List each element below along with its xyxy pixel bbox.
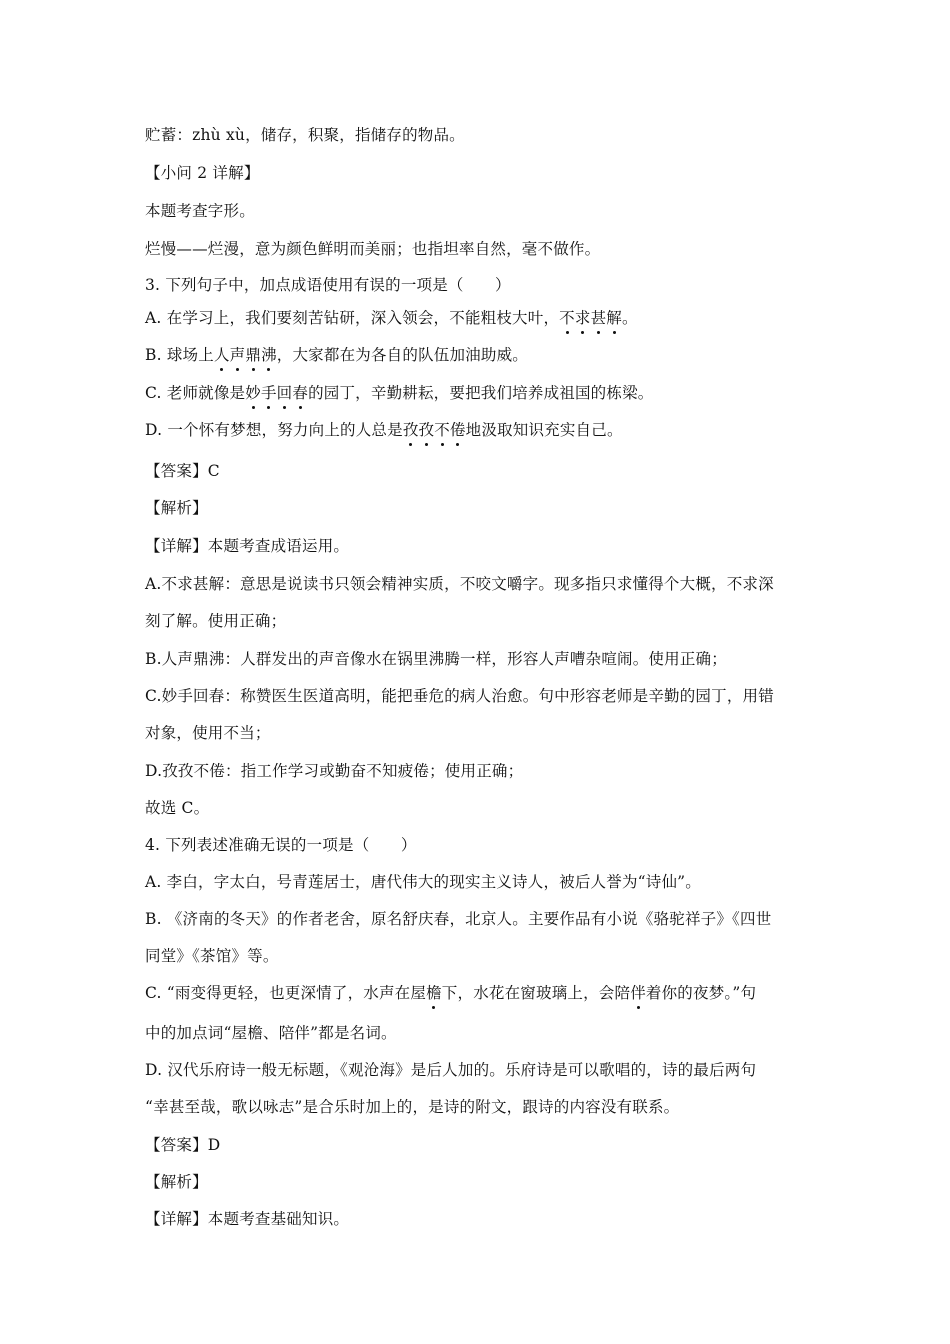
question-4-option-b: B. 《济南的冬天》的作者老舍，原名舒庆春，北京人。主要作品有小说《骆驼祥子》《四世 [145, 910, 772, 928]
dotted-char: 人 [213, 346, 230, 364]
text-line: 故选 C。 [145, 799, 210, 817]
dotted-char: 回 [276, 384, 293, 402]
question-4-option-a: A. 李白，字太白，号青莲居士，唐代伟大的现实主义诗人，被后人誉为“诗仙”。 [145, 873, 701, 891]
question-3-option-d [145, 419, 815, 441]
dotted-char: 伴 [630, 984, 646, 1002]
text-line: 刻了解。使用正确； [145, 612, 287, 630]
question-4-option-d: D. 汉代乐府诗一般无标题，《观沧海》是后人加的。乐府诗是可以歌唱的，诗的最后两句 [145, 1061, 757, 1079]
option-text: 下，水花在窗玻璃上，会陪 [441, 984, 631, 1002]
question-3-stem: 3. 下列句子中，加点成语使用有误的一项是（ ） [145, 276, 511, 294]
question-4-option-c [145, 982, 815, 1004]
text-line: 本题考查字形。 [145, 202, 255, 220]
option-text: C. 老师就像是 [145, 384, 246, 402]
analysis-label: 【解析】 [145, 1173, 208, 1191]
dotted-char: 妙 [245, 384, 261, 402]
text-line: 【详解】本题考查成语运用。 [145, 537, 350, 555]
dotted-char: 沸 [261, 346, 277, 364]
dotted-idiom [559, 309, 622, 327]
answer-label: 【答案】C [145, 462, 220, 480]
text-line: 【详解】本题考查基础知识。 [145, 1210, 350, 1228]
text-line: B.人声鼎沸：人群发出的声音像水在锅里沸腾一样，形容人声嘈杂喧闹。使用正确； [145, 650, 727, 668]
section-heading: 【小问 2 详解】 [145, 164, 260, 182]
dotted-char: 春 [292, 384, 309, 402]
option-text: 。 [621, 309, 638, 327]
dotted-char: 孜 [418, 421, 435, 439]
option-text: C. “雨变得更轻，也更深情了，水声在屋 [145, 984, 427, 1002]
text-line: 同堂》《茶馆》等。 [145, 947, 279, 965]
option-text: 地汲取知识充实自己。 [465, 421, 623, 439]
dotted-char: 倦 [449, 421, 466, 439]
dotted-idiom [214, 346, 277, 364]
text-line: C.妙手回春：称赞医生医道高明，能把垂危的病人治愈。句中形容老师是辛勤的园丁，用错 [145, 687, 774, 705]
text-line: A.不求甚解：意思是说读书只领会精神实质，不咬文嚼字。现多指只求懂得个大概，不求深 [145, 575, 774, 593]
dotted-char: 声 [229, 346, 246, 364]
dotted-char: 不 [559, 309, 575, 327]
option-text: ，大家都在为各自的队伍加油助威。 [276, 346, 528, 364]
text-line: 贮蓄：zhù xù，储存，积聚，指储存的物品。 [145, 126, 465, 144]
dotted-idiom [245, 384, 308, 402]
answer-label: 【答案】D [145, 1136, 221, 1154]
question-4-stem: 4. 下列表述准确无误的一项是（ ） [145, 836, 417, 854]
text-line: 烂慢——烂漫，意为颜色鲜明而美丽；也指坦率自然，毫不做作。 [145, 240, 601, 258]
dotted-char: 解 [606, 309, 622, 327]
text-line: 对象，使用不当； [145, 724, 271, 742]
dotted-char: 甚 [590, 309, 607, 327]
question-3-option-c [145, 382, 815, 404]
dotted-char: 求 [574, 309, 591, 327]
dotted-idiom [403, 421, 466, 439]
option-text: A. 在学习上，我们要刻苦钻研，深入领会，不能粗枝大叶， [145, 309, 560, 327]
text-line: 中的加点词“屋檐、陪伴”都是名词。 [145, 1024, 397, 1042]
dotted-char: 不 [434, 421, 450, 439]
dotted-char: 鼎 [245, 346, 262, 364]
text-line: “幸甚至哉，歌以咏志”是合乐时加上的，是诗的附文，跟诗的内容没有联系。 [145, 1098, 680, 1116]
question-3-option-a [145, 307, 815, 329]
analysis-label: 【解析】 [145, 499, 208, 517]
option-text: D. 一个怀有梦想，努力向上的人总是 [145, 421, 403, 439]
question-3-option-b [145, 344, 815, 366]
dotted-char: 孜 [402, 421, 419, 439]
dotted-char: 檐 [426, 984, 442, 1002]
option-text: 着你的夜梦。”句 [645, 984, 757, 1002]
option-text: B. 球场上 [145, 346, 214, 364]
text-line: D.孜孜不倦：指工作学习或勤奋不知疲倦；使用正确； [145, 762, 524, 780]
dotted-char: 手 [260, 384, 277, 402]
option-text: 的园丁，辛勤耕耘，要把我们培养成祖国的栋梁。 [308, 384, 654, 402]
